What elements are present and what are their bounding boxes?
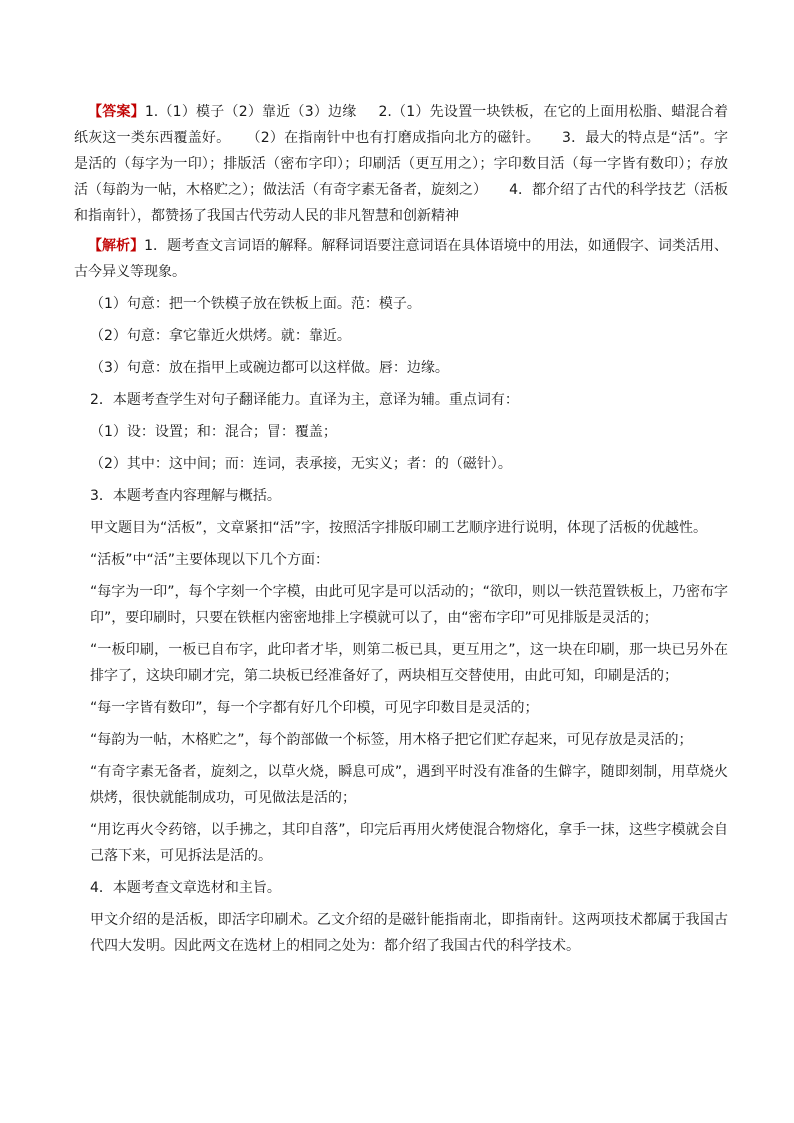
analysis-q3-para-6: “每韵为一帖，木格贮之”，每个韵部做一个标签，用木格子把它们贮存起来，可见存放是灵活的； (90, 732, 693, 748)
analysis-item-1-2: （2）句意：拿它靠近火烘烤。就：靠近。 (90, 328, 351, 344)
answer-part-4: 4．都介绍了古代的科学技艺（活板和指南针），都赞扬了我国古代劳动人民的非凡智慧和创新精神 (74, 182, 728, 224)
analysis-item-1-1: （1）句意：把一个铁模子放在铁板上面。范：模子。 (90, 296, 421, 312)
analysis-question-3: 3．本题考查内容理解与概括。 (90, 488, 281, 504)
answer-part-3: 3．最大的特点是“活”。字是活的（每字为一印）；排版活（密布字印）；印刷活（更互用之）；字印数目活（每一字皆有数印）；存放活（每韵为一帖，木格贮之）；做法活（有奇字素无备者，旋刻之） (74, 130, 729, 198)
analysis-intro: 1．题考查文言词语的解释。解释词语要注意词语在具体语境中的用法，如通假字、词类活用、古今异义等现象。 (74, 238, 729, 280)
analysis-item-1-3: （3）句意：放在指甲上或碗边都可以这样做。唇：边缘。 (90, 360, 449, 376)
analysis-q4-para: 甲文介绍的是活板，即活字印刷术。乙文介绍的是磁针能指南北，即指南针。这两项技术都属于我国古代四大发明。因此两文在选材上的相同之处为：都介绍了我国古代的科学技术。 (90, 912, 728, 954)
answer-tag: 【答案】 (88, 104, 145, 120)
analysis-q3-para-4: “一板印刷，一板已自布字，此印者才毕，则第二板已具，更互用之”，这一块在印刷，那一块已另外在排字了，这块印刷才完，第二块板已经准备好了，两块相互交替使用，由此可知，印刷是活的； (90, 642, 728, 684)
answer-part-2: 2.（1）先设置一块铁板，在它的上面用松脂、蜡混合着纸灰这一类东西覆盖好。 (74, 104, 729, 146)
analysis-q3-para-8: “用讫再火令药镕，以手拂之，其印自落”，印完后再用火烤使混合物熔化，拿手一抹，这些字模就会自己落下来，可见拆法是活的。 (90, 822, 728, 864)
analysis-intro-paragraph (74, 233, 728, 285)
analysis-q3-para-7: “有奇字素无备者，旋刻之，以草火烧，瞬息可成”，遇到平时没有准备的生僻字，随即刻制，用草烧火烘烤，很快就能制成功，可见做法是活的； (90, 764, 728, 806)
analysis-q3-para-1: 甲文题目为“活板”，文章紧扣“活”字，按照活字排版印刷工艺顺序进行说明，体现了活板的优越性。 (90, 520, 708, 536)
answer-paragraph (74, 99, 728, 229)
analysis-item-2-2: （2）其中：这中间；而：连词，表承接，无实义；者：的（磁针）。 (90, 456, 512, 472)
answer-analysis-content (74, 99, 728, 959)
analysis-question-4: 4．本题考查文章选材和主旨。 (90, 880, 281, 896)
analysis-tag: 【解析】 (88, 238, 145, 254)
analysis-question-2: 2．本题考查学生对句子翻译能力。直译为主，意译为辅。重点词有： (90, 392, 519, 408)
analysis-q3-para-5: “每一字皆有数印”，每一个字都有好几个印模，可见字印数目是灵活的； (90, 700, 539, 716)
answer-part-1: 1.（1）模子（2）靠近（3）边缘 (144, 104, 357, 120)
analysis-item-2-1: （1）设：设置；和：混合；冒：覆盖； (90, 424, 337, 440)
analysis-q3-para-2: “活板”中“活”主要体现以下几个方面： (90, 552, 330, 568)
analysis-q3-para-3: “每字为一印”，每个字刻一个字模，由此可见字是可以活动的；“欲印，则以一铁范置铁板上，乃密布字印”，要印刷时，只要在铁框内密密地排上字模就可以了，由“密布字印”可见排版是灵活的； (90, 584, 728, 626)
answer-part-2b: （2）在指南针中也有打磨成指向北方的磁针。 (246, 130, 541, 146)
